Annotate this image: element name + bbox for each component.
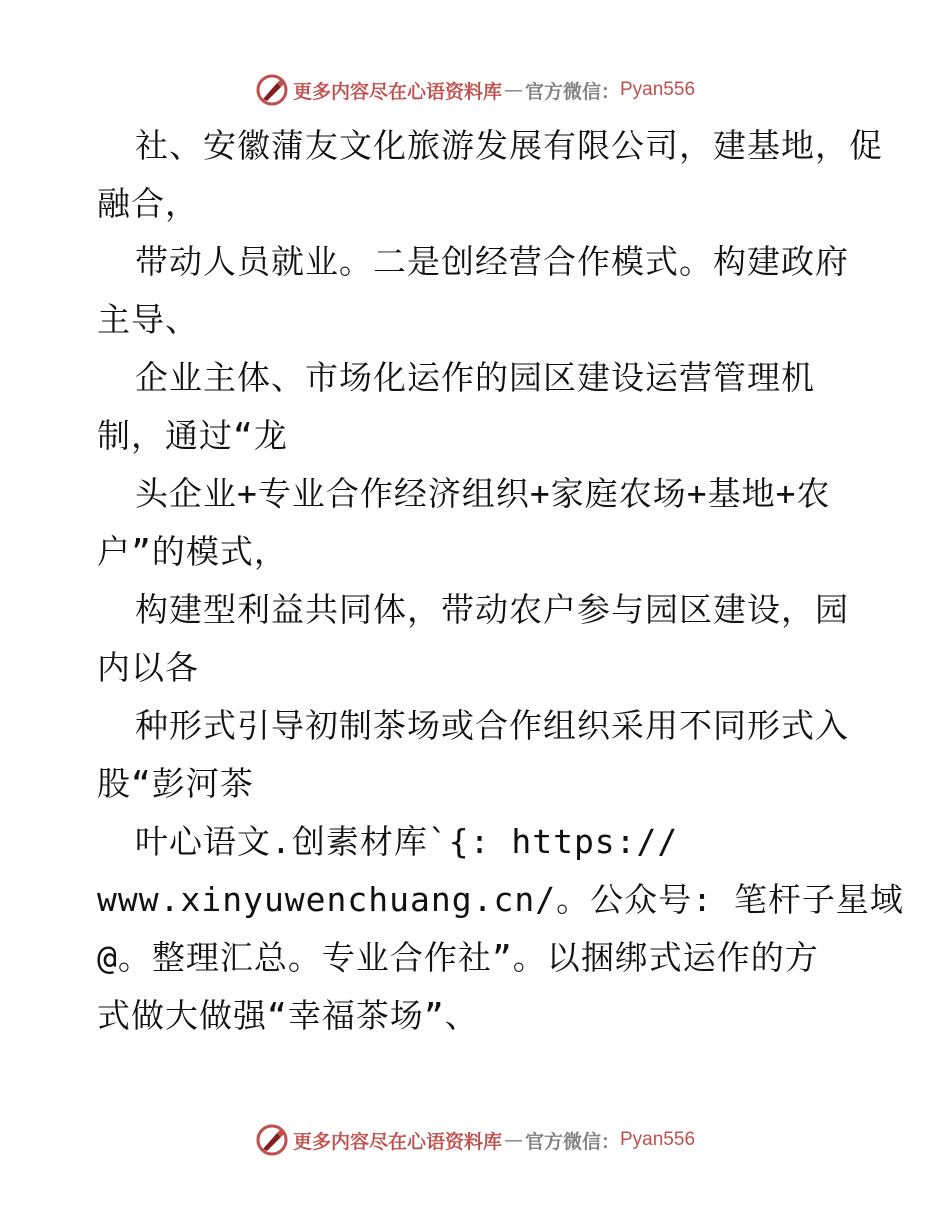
header-banner xyxy=(0,70,950,110)
body-line: @。整理汇总。专业合作社”。以捆绑式运作的方 xyxy=(97,938,819,977)
body-line: 融合， xyxy=(97,184,199,223)
footer-banner-text: 更多内容尽在心语资料库 xyxy=(292,1130,502,1153)
footer-wechat-label: 官方微信： xyxy=(524,1130,620,1153)
body-line: 内以各 xyxy=(97,648,199,687)
body-line: 头企业+专业合作经济组织+家庭农场+基地+农 xyxy=(135,474,831,513)
body-line: 式做大做强“幸福茶场”、 xyxy=(97,996,479,1035)
footer-wechat-id: Pyan556 xyxy=(620,1129,696,1150)
body-line: 户”的模式， xyxy=(97,532,288,571)
pen-logo-icon xyxy=(255,73,289,107)
header-wechat-id: Pyan556 xyxy=(620,79,696,100)
document-body xyxy=(97,117,904,1045)
body-line: 社、安徽蒲友文化旅游发展有限公司，建基地，促 xyxy=(135,126,883,165)
body-line: 带动人员就业。二是创经营合作模式。构建政府 xyxy=(135,242,849,281)
body-line: www.xinyuwenchuang.cn/。公众号: 笔杆子星域 xyxy=(97,880,904,919)
header-banner-text: 更多内容尽在心语资料库 xyxy=(292,80,502,103)
body-line: 制，通过“龙 xyxy=(97,416,288,455)
footer-separator: — xyxy=(503,1129,523,1151)
body-line: 种形式引导初制茶场或合作组织采用不同形式入 xyxy=(135,706,849,745)
header-separator: — xyxy=(503,79,523,101)
pen-logo-icon xyxy=(255,1123,289,1157)
body-line: 构建型利益共同体，带动农户参与园区建设，园 xyxy=(135,590,849,629)
body-line: 叶心语文.创素材库`{: https:// xyxy=(135,822,679,861)
body-line: 主导、 xyxy=(97,300,199,339)
body-line: 企业主体、市场化运作的园区建设运营管理机 xyxy=(135,358,815,397)
footer-banner xyxy=(0,1120,950,1160)
body-line: 股“彭河茶 xyxy=(97,764,254,803)
header-wechat-label: 官方微信： xyxy=(524,80,620,103)
